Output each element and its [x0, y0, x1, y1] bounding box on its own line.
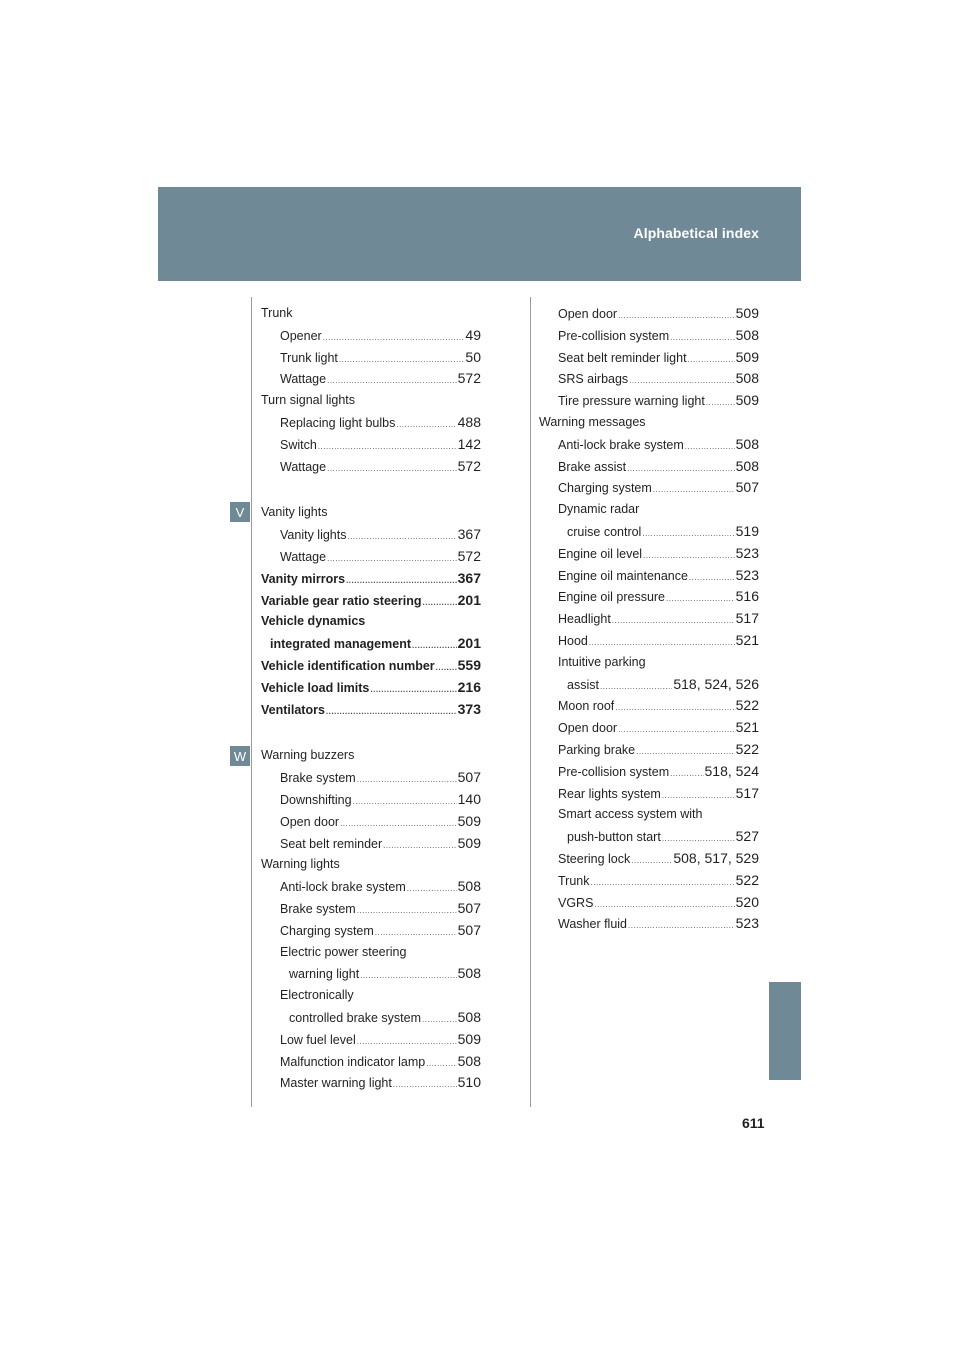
index-entry-label: Electric power steering [280, 944, 407, 959]
index-entry [539, 652, 759, 674]
leader-dots [426, 1053, 456, 1075]
leader-dots [327, 370, 457, 392]
index-entry-label: Warning buzzers [261, 748, 355, 763]
index-entry-page[interactable]: 572 [457, 370, 481, 387]
index-entry-page[interactable]: 508 [735, 457, 759, 474]
index-entry-page[interactable]: 508 [735, 370, 759, 387]
index-entry-label: Engine oil level [558, 546, 643, 561]
leader-dots [591, 872, 735, 894]
index-entry-label: Pre-collision system [558, 328, 670, 343]
index-entry-label: Vehicle identification number [261, 658, 435, 673]
section-thumb-tab [769, 982, 801, 1080]
leader-dots [670, 763, 703, 785]
index-entry-page[interactable]: 509 [457, 834, 481, 851]
index-entry-label: Wattage [280, 372, 327, 387]
index-entry[interactable] [261, 898, 481, 920]
index-entry-label: SRS airbags [558, 372, 629, 387]
index-entry-label: Open door [280, 814, 340, 829]
index-entry-label: Vanity mirrors [261, 571, 346, 586]
index-entry-label: Opener [280, 328, 322, 343]
index-entry-label: controlled brake system [289, 1010, 422, 1025]
index-entry-page[interactable]: 201 [457, 591, 481, 608]
index-entry[interactable] [261, 811, 481, 833]
index-entry[interactable] [539, 761, 759, 783]
leader-dots [612, 610, 735, 632]
index-entry[interactable] [261, 590, 481, 612]
index-entry-page[interactable]: 509 [735, 305, 759, 321]
index-entry[interactable] [539, 543, 759, 565]
index-entry[interactable] [539, 565, 759, 587]
index-entry-page[interactable]: 518, 524, 526 [673, 675, 759, 692]
index-column-right [539, 303, 759, 935]
leader-dots [357, 900, 457, 922]
leader-dots [423, 592, 457, 614]
column-rule-left [251, 297, 252, 1107]
leader-dots [346, 570, 457, 592]
index-entry-label: Anti-lock brake system [558, 437, 684, 452]
index-entry [261, 942, 481, 964]
leader-dots [436, 657, 457, 679]
index-entry-label: Brake system [280, 771, 356, 786]
index-entry[interactable] [261, 920, 481, 942]
index-entry-label: Brake assist [558, 459, 627, 474]
index-entry-page[interactable]: 523 [735, 566, 759, 583]
index-entry-page[interactable]: 216 [457, 678, 481, 695]
index-entry-page[interactable]: 49 [465, 326, 481, 343]
index-entry-page[interactable]: 142 [457, 435, 481, 452]
index-entry-label: Wattage [280, 459, 327, 474]
index-entry-page[interactable]: 509 [457, 1030, 481, 1047]
index-entry-page[interactable]: 373 [457, 700, 481, 717]
section-gap [261, 477, 481, 502]
leader-dots [643, 545, 735, 567]
leader-dots [629, 370, 734, 392]
index-entry-page[interactable]: 523 [735, 915, 759, 932]
index-entry-label: Warning messages [539, 414, 646, 429]
section-gap [261, 720, 481, 745]
index-entry[interactable] [539, 783, 759, 805]
index-column-left [261, 303, 481, 1094]
index-entry-label: Vehicle dynamics [261, 614, 366, 629]
index-entry[interactable] [539, 892, 759, 914]
leader-dots [370, 679, 456, 701]
index-entry[interactable] [539, 674, 759, 696]
leader-dots [340, 813, 457, 835]
index-entry-page[interactable]: 520 [735, 893, 759, 910]
leader-dots [627, 458, 735, 480]
index-entry [539, 499, 759, 521]
index-entry-page[interactable]: 488 [457, 413, 481, 430]
index-entry-label: Pre-collision system [558, 764, 670, 779]
index-entry[interactable] [539, 586, 759, 608]
index-entry-page[interactable]: 517 [735, 610, 759, 627]
index-entry-label: Anti-lock brake system [280, 880, 406, 895]
leader-dots [636, 741, 735, 763]
index-entry-label: Switch [280, 437, 317, 452]
index-entry-label: Hood [558, 633, 588, 648]
leader-dots [422, 1009, 457, 1031]
index-entry-page[interactable]: 509 [735, 348, 759, 365]
leader-dots [396, 414, 456, 436]
leader-dots [360, 965, 456, 987]
index-entry[interactable] [539, 630, 759, 652]
index-entry[interactable] [261, 368, 481, 390]
index-entry[interactable] [261, 633, 481, 655]
index-entry [261, 390, 481, 412]
index-entry[interactable] [539, 739, 759, 761]
index-entry-page[interactable]: 509 [457, 812, 481, 829]
index-entry-label: Warning lights [261, 857, 340, 872]
index-entry[interactable] [261, 876, 481, 898]
index-entry-page[interactable]: 507 [735, 479, 759, 496]
index-entry-label: warning light [289, 967, 360, 982]
index-entry-label: Moon roof [558, 699, 615, 714]
index-entry[interactable] [261, 456, 481, 478]
index-entry-page[interactable]: 508, 517, 529 [673, 849, 759, 866]
index-entry-page[interactable]: 559 [457, 656, 481, 673]
page-header-title: Alphabetical index [633, 225, 759, 241]
index-entry-label: Headlight [558, 612, 611, 627]
leader-dots [618, 719, 735, 741]
index-entry[interactable] [539, 695, 759, 717]
letter-tab-w[interactable]: W [230, 746, 250, 766]
index-entry-label: push-button start [567, 830, 661, 845]
index-entry-label: Steering lock [558, 851, 631, 866]
index-entry-label: Smart access system with [558, 807, 703, 822]
index-entry-page[interactable]: 507 [457, 769, 481, 786]
index-entry-page[interactable]: 508 [735, 326, 759, 343]
index-entry-label: Rear lights system [558, 786, 661, 801]
index-entry[interactable] [261, 833, 481, 855]
leader-dots [618, 305, 735, 327]
index-entry-page[interactable]: 510 [457, 1074, 481, 1091]
index-entry[interactable] [261, 1072, 481, 1094]
index-entry-label: Seat belt reminder light [558, 350, 687, 365]
index-entry[interactable] [539, 848, 759, 870]
index-entry[interactable] [539, 303, 759, 325]
index-entry [261, 303, 481, 325]
index-entry [261, 745, 481, 767]
leader-dots [412, 635, 457, 657]
index-entry-label: Wattage [280, 549, 327, 564]
index-entry-label: Engine oil maintenance [558, 568, 688, 583]
index-entry-label: Ventilators [261, 702, 325, 717]
index-entry-page[interactable]: 201 [457, 635, 481, 652]
leader-dots [600, 676, 672, 698]
leader-dots [662, 785, 735, 807]
index-entry[interactable] [261, 412, 481, 434]
index-entry-label: Vehicle load limits [261, 680, 370, 695]
index-entry-page[interactable]: 522 [735, 697, 759, 714]
index-entry[interactable] [261, 1051, 481, 1073]
index-entry-label: Low fuel level [280, 1032, 356, 1047]
index-entry-page[interactable]: 518, 524 [704, 762, 759, 779]
index-entry-label: cruise control [567, 524, 642, 539]
leader-dots [615, 697, 734, 719]
index-entry-label: Charging system [280, 923, 374, 938]
index-entry-label: VGRS [558, 895, 594, 910]
leader-dots [666, 588, 735, 610]
index-entry[interactable] [261, 1007, 481, 1029]
index-entry[interactable] [539, 913, 759, 935]
index-entry[interactable] [539, 870, 759, 892]
letter-tab-v[interactable]: V [230, 502, 250, 522]
index-entry[interactable] [539, 347, 759, 369]
index-entry-label: Master warning light [280, 1076, 392, 1091]
index-entry-label: Variable gear ratio steering [261, 593, 422, 608]
index-entry-page[interactable]: 507 [457, 899, 481, 916]
leader-dots [353, 791, 457, 813]
index-entry[interactable] [261, 546, 481, 568]
index-entry-label: Downshifting [280, 792, 352, 807]
index-entry-label: Replacing light bulbs [280, 415, 396, 430]
index-entry-label: Brake system [280, 901, 356, 916]
index-entry-label: Dynamic radar [558, 502, 640, 517]
index-entry-page[interactable]: 522 [735, 871, 759, 888]
index-entry[interactable] [261, 434, 481, 456]
header-band [158, 187, 801, 281]
index-entry-page[interactable]: 508 [457, 878, 481, 895]
leader-dots [326, 701, 457, 723]
index-entry[interactable] [261, 568, 481, 590]
leader-dots [357, 769, 457, 791]
index-entry-page[interactable]: 521 [735, 719, 759, 736]
index-entry[interactable] [539, 826, 759, 848]
index-entry-page[interactable]: 508 [735, 435, 759, 452]
leader-dots [689, 567, 735, 589]
leader-dots [662, 828, 735, 850]
index-entry-page[interactable]: 140 [457, 790, 481, 807]
index-entry[interactable] [261, 677, 481, 699]
index-entry-page[interactable]: 521 [735, 631, 759, 648]
index-entry-page[interactable]: 507 [457, 921, 481, 938]
index-entry[interactable] [261, 699, 481, 721]
index-entry[interactable] [261, 767, 481, 789]
index-entry[interactable] [539, 368, 759, 390]
index-entry[interactable] [539, 434, 759, 456]
leader-dots [653, 479, 735, 501]
leader-dots [393, 1074, 457, 1096]
index-entry[interactable] [261, 1029, 481, 1051]
index-entry[interactable] [539, 390, 759, 412]
index-entry-page[interactable]: 527 [735, 828, 759, 845]
index-entry-label: Charging system [558, 481, 652, 496]
leader-dots [327, 458, 457, 480]
index-entry-label: Trunk light [280, 350, 338, 365]
index-entry-label: Trunk [558, 873, 590, 888]
index-entry-page[interactable]: 508 [457, 1008, 481, 1025]
index-entry-page[interactable]: 509 [735, 392, 759, 409]
leader-dots [327, 548, 457, 570]
leader-dots [357, 1031, 457, 1053]
index-entry-label: Vanity lights [280, 528, 347, 543]
leader-dots [642, 523, 734, 545]
index-entry [539, 804, 759, 826]
index-entry[interactable] [261, 789, 481, 811]
index-entry[interactable] [539, 608, 759, 630]
leader-dots [383, 835, 457, 857]
index-entry[interactable] [261, 524, 481, 546]
index-entry-label: Parking brake [558, 742, 636, 757]
index-entry [261, 502, 481, 524]
leader-dots [688, 349, 735, 371]
index-entry[interactable] [539, 477, 759, 499]
leader-dots [670, 327, 735, 349]
index-entry-label: Engine oil pressure [558, 590, 666, 605]
index-entry-label: Trunk [261, 306, 293, 320]
page-number: 611 [742, 1115, 765, 1131]
index-entry-page[interactable]: 572 [457, 547, 481, 564]
index-entry-page[interactable]: 519 [735, 522, 759, 539]
index-entry-label: Tire pressure warning light [558, 394, 705, 409]
index-entry[interactable] [261, 347, 481, 369]
index-entry-label: Open door [558, 307, 618, 321]
index-entry[interactable] [539, 717, 759, 739]
index-entry-label: Vanity lights [261, 505, 328, 520]
leader-dots [375, 922, 457, 944]
index-entry[interactable] [539, 456, 759, 478]
index-entry[interactable] [539, 325, 759, 347]
leader-dots [323, 327, 465, 349]
leader-dots [594, 894, 734, 916]
leader-dots [407, 878, 457, 900]
index-entry[interactable] [261, 655, 481, 677]
index-entry-page[interactable]: 508 [457, 1052, 481, 1069]
index-entry-label: assist [567, 677, 599, 692]
index-entry-label: Turn signal lights [261, 393, 356, 408]
index-entry-page[interactable]: 523 [735, 544, 759, 561]
index-entry [539, 412, 759, 434]
index-entry-page[interactable]: 50 [465, 348, 481, 365]
leader-dots [347, 526, 456, 548]
index-entry-page[interactable]: 367 [457, 569, 481, 586]
index-entry-label: Malfunction indicator lamp [280, 1054, 426, 1069]
index-entry[interactable] [261, 963, 481, 985]
leader-dots [589, 632, 735, 654]
leader-dots [628, 915, 735, 937]
index-entry-label: Electronically [280, 988, 354, 1003]
index-entry-page[interactable]: 522 [735, 740, 759, 757]
index-entry [261, 611, 481, 633]
leader-dots [706, 392, 735, 414]
index-entry[interactable] [539, 521, 759, 543]
index-entry-page[interactable]: 508 [457, 965, 481, 982]
index-entry-page[interactable]: 367 [457, 526, 481, 543]
index-entry-page[interactable]: 572 [457, 457, 481, 474]
index-entry-label: integrated management [270, 637, 412, 652]
leader-dots [631, 850, 672, 872]
leader-dots [339, 349, 465, 371]
index-entry-label: Intuitive parking [558, 654, 646, 669]
index-entry[interactable] [261, 325, 481, 347]
index-entry-page[interactable]: 516 [735, 588, 759, 605]
leader-dots [318, 436, 457, 458]
index-entry [261, 854, 481, 876]
index-entry-label: Washer fluid [558, 917, 628, 932]
index-entry-page[interactable]: 517 [735, 784, 759, 801]
index-entry-label: Open door [558, 721, 618, 736]
leader-dots [685, 436, 735, 458]
index-entry-label: Seat belt reminder [280, 836, 383, 851]
index-entry [261, 985, 481, 1007]
column-rule-middle [530, 297, 531, 1107]
